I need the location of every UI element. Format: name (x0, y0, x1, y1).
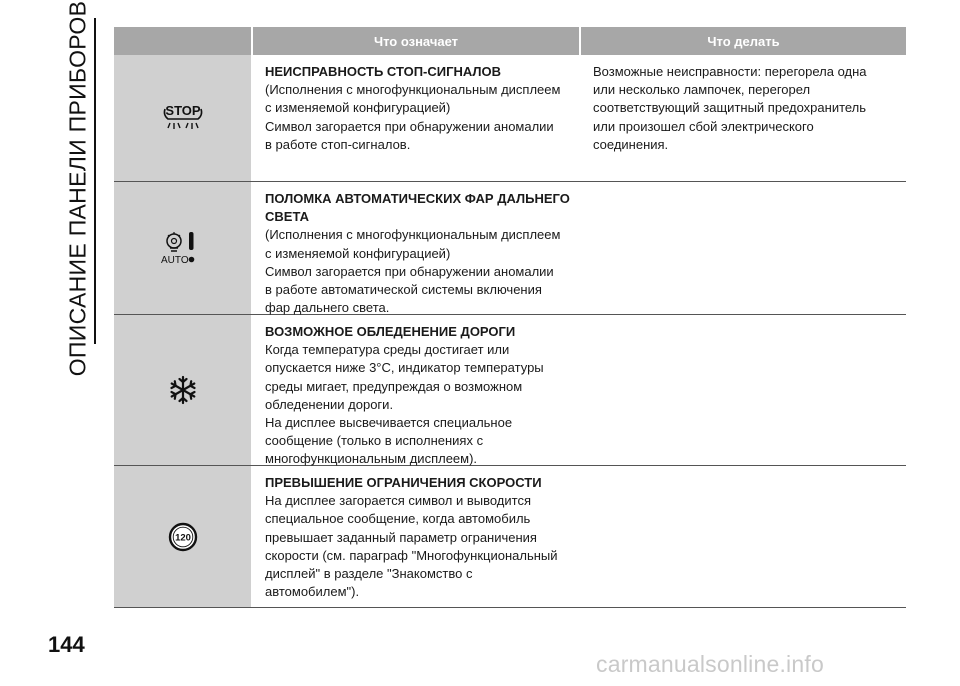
icon-cell (114, 466, 251, 607)
meaning-line: с изменяемой конфигурацией) (265, 245, 451, 261)
section-side-title: ОПИСАНИЕ ПАНЕЛИ ПРИБОРОВ (64, 0, 91, 376)
meaning-cell (251, 315, 579, 465)
meaning-line: автомобилем"). (265, 584, 360, 600)
meaning-line: (Исполнения с многофункциональным дисплеем (265, 82, 561, 98)
side-divider (94, 18, 96, 344)
action-cell (579, 182, 906, 314)
meaning-line: обледенении дороги. (265, 396, 394, 412)
table-row (114, 55, 906, 182)
meaning-line: превышает заданный параметр ограничения (265, 529, 537, 545)
header-meaning: Что означает (253, 27, 579, 55)
row-title: СВЕТА (265, 209, 309, 225)
meaning-cell (251, 466, 579, 607)
icon-cell (114, 182, 251, 314)
meaning-line: (Исполнения с многофункциональным дисплеем (265, 227, 561, 243)
meaning-line: дисплей" в разделе "Знакомство с (265, 566, 473, 582)
meaning-line: На дисплее высвечивается специальное (265, 415, 513, 431)
meaning-line: в работе автоматической системы включения (265, 282, 542, 298)
svg-text:STOP: STOP (164, 103, 201, 118)
action-line: или несколько лампочек, перегорел (593, 82, 811, 98)
action-cell (579, 466, 906, 607)
icon-cell (114, 315, 251, 465)
table-row (114, 466, 906, 608)
warning-lights-table (114, 27, 906, 608)
snowflake-icon (168, 375, 198, 405)
svg-text:120: 120 (174, 532, 191, 544)
meaning-line: специальное сообщение, когда автомобиль (265, 511, 531, 527)
row-title: ВОЗМОЖНОЕ ОБЛЕДЕНЕНИЕ ДОРОГИ (265, 324, 516, 339)
meaning-line: многофункциональным дисплеем). (265, 451, 478, 467)
table-row (114, 182, 906, 315)
meaning-line: Когда температура среды достигает или (265, 342, 510, 358)
stop-lamp-failure-icon (159, 101, 207, 135)
meaning-line: На дисплее загорается символ и выводится (265, 493, 531, 509)
action-line: Возможные неисправности: перегорела одна (593, 64, 867, 79)
meaning-line: фар дальнего света. (265, 300, 390, 316)
action-cell (579, 315, 906, 465)
action-cell (579, 55, 906, 181)
meaning-line: сообщение (только в исполнениях с (265, 433, 484, 449)
icon-cell (114, 55, 251, 181)
meaning-line: с изменяемой конфигурацией) (265, 100, 451, 116)
action-line: соединения. (593, 136, 669, 152)
speed-limit-icon (168, 522, 198, 552)
table-row (114, 315, 906, 466)
svg-text:AUTO: AUTO (160, 255, 189, 266)
page-number: 144 (48, 632, 85, 657)
meaning-line: в работе стоп-сигналов. (265, 136, 411, 152)
meaning-line: скорости (см. параграф "Многофункциональный (265, 547, 558, 563)
action-line: или произошел сбой электрического (593, 118, 814, 134)
meaning-line: Символ загорается при обнаружении аномалии (265, 263, 554, 279)
meaning-line: опускается ниже 3°C, индикатор температуры (265, 360, 544, 376)
watermark: carmanualsonline.info (596, 651, 824, 677)
meaning-cell (251, 55, 579, 181)
auto-high-beam-failure-icon (158, 230, 208, 266)
action-line: соответствующий защитный предохранитель (593, 100, 867, 116)
meaning-line: среды мигает, предупреждая о возможном (265, 378, 523, 394)
table-header-row (114, 27, 906, 55)
meaning-line: Символ загорается при обнаружении аномалии (265, 118, 554, 134)
row-title: НЕИСПРАВНОСТЬ СТОП-СИГНАЛОВ (265, 64, 502, 79)
header-icon-column (114, 27, 251, 55)
header-action: Что делать (581, 27, 906, 55)
row-title: ПРЕВЫШЕНИЕ ОГРАНИЧЕНИЯ СКОРОСТИ (265, 475, 542, 490)
row-title: ПОЛОМКА АВТОМАТИЧЕСКИХ ФАР ДАЛЬНЕГО (265, 191, 570, 206)
meaning-cell (251, 182, 579, 314)
